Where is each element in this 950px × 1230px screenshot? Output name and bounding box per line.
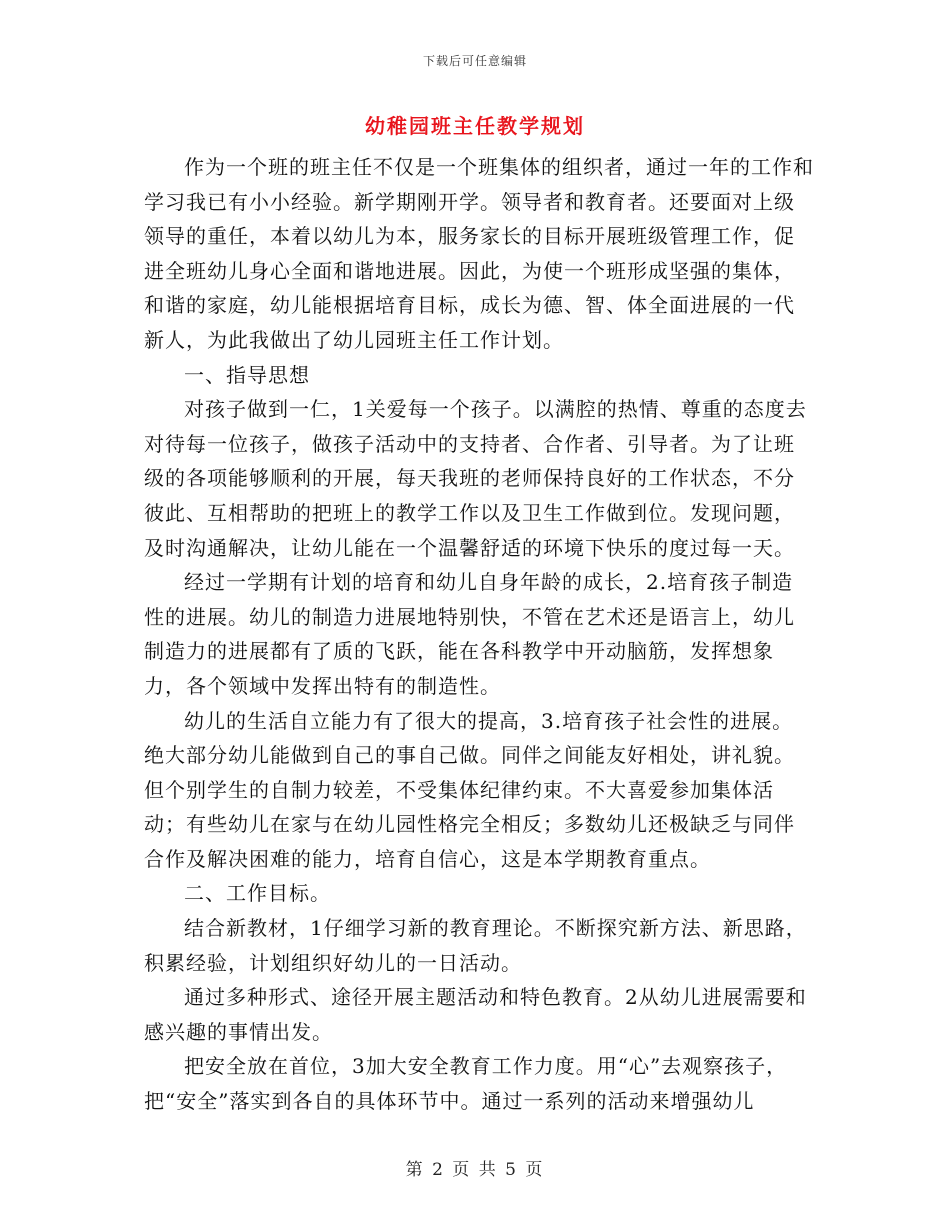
paragraph-social: 幼儿的生活自立能力有了很大的提高，3.培育孩子社会性的进展。绝大部分幼儿能做到自己的事自己做。同伴之间能友好相处，讲礼貌。但个别学生的自制力较差，不受集体纪律约束。不大喜爱参加集体活动；有些幼儿在家与在幼儿园性格完全相反；多数幼儿还极缺乏与同伴合作及解决困难的能力，培育自信心，这是本学期教育重点。: [144, 708, 795, 871]
section-heading-guiding-thought: 一、指导思想: [184, 362, 310, 387]
paragraph-goal-3: 把安全放在首位，3加大安全教育工作力度。用“心”去观察孩子，把“安全”落实到各自的具体环节中。通过一系列的活动来增强幼儿: [144, 1054, 788, 1114]
paragraph-goal-2: 通过多种形式、途径开展主题活动和特色教育。2从幼儿进展需要和感兴趣的事情出发。: [144, 985, 807, 1044]
paragraph-care: 对孩子做到一仁，1关爱每一个孩子。以满腔的热情、尊重的态度去对待每一位孩子，做孩子活动中的支持者、合作者、引导者。为了让班级的各项能够顺利的开展，每天我班的老师保持良好的工作状态，不分彼此、互相帮助的把班上的教学工作以及卫生工作做到位。发现问题，及时沟通解决，让幼儿能在一个温馨舒适的环境下快乐的度过每一天。: [144, 397, 807, 560]
header-note: 下载后可任意编辑: [422, 54, 527, 68]
paragraph-goal-1: 结合新教材，1仔细学习新的教育理论。不断探究新方法、新思路，积累经验，计划组织好幼儿的一日活动。: [144, 916, 807, 975]
section-heading-work-goals: 二、工作目标。: [184, 881, 331, 906]
document-body: [144, 150, 814, 1119]
document-title: 幼稚园班主任教学规划: [365, 114, 585, 138]
paragraph-intro: 作为一个班的班主任不仅是一个班集体的组织者，通过一年的工作和学习我已有小小经验。新学期刚开学。领导者和教育者。还要面对上级领导的重任，本着以幼儿为本，服务家长的目标开展班级管理工作，促进全班幼儿身心全面和谐地进展。因此，为使一个班形成坚强的集体，和谐的家庭，幼儿能根据培育目标，成长为德、智、体全面进展的一代新人，为此我做出了幼儿园班主任工作计划。: [144, 155, 814, 352]
page-number-footer: 第 2 页 共 5 页: [405, 1160, 545, 1180]
paragraph-creativity: 经过一学期有计划的培育和幼儿自身年龄的成长，2.培育孩子制造性的进展。幼儿的制造力进展地特别快，不管在艺术还是语言上，幼儿制造力的进展都有了质的飞跃，能在各科教学中开动脑筋，发挥想象力，各个领域中发挥出特有的制造性。: [144, 570, 795, 698]
